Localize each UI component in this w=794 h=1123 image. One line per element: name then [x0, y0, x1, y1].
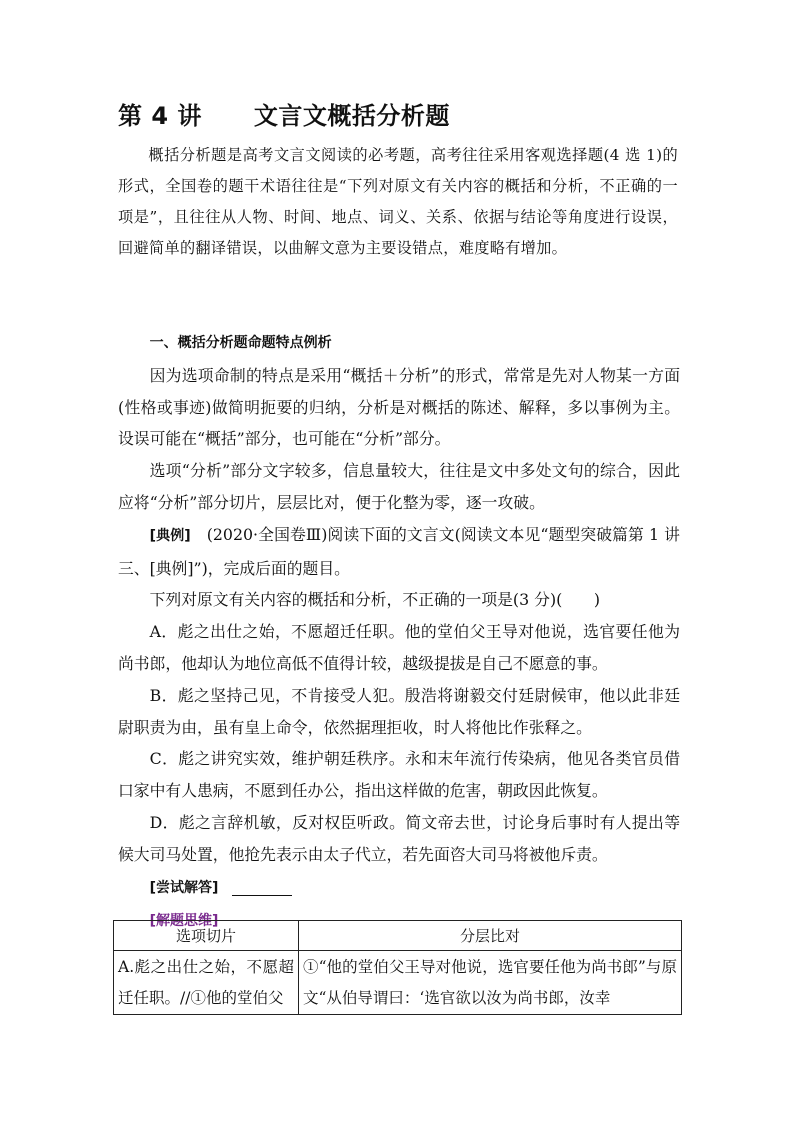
section-heading: 一、概括分析题命题特点例析	[149, 335, 332, 351]
table-cell-compare: ①“他的堂伯父王导对他说，选官要任他为尚书郎”与原文“从伯导谓曰：‘选官欲以汝为尚书郎，汝幸	[299, 951, 682, 1015]
example-intro	[118, 519, 680, 585]
option-b: B．彪之坚持己见，不肯接受人犯。殷浩将谢毅交付廷尉候审，他以此非廷尉职责为由，虽有皇上命令，依然据理拒收，时人将他比作张释之。	[118, 685, 680, 737]
table-cell-slice: A.彪之出仕之始，不愿超迁任职。//①他的堂伯父	[114, 951, 299, 1015]
example-text: (2020·全国卷Ⅲ)阅读下面的文言文(阅读文本见“题型突破篇第 1 讲三、[典例]”)，完成后面的题目。	[118, 524, 680, 578]
intro-paragraph: 概括分析题是高考文言文阅读的必考题，高考往往采用客观选择题(4 选 1)的形式，全国卷的题干术语往往是“下列对原文有关内容的概括和分析，不正确的一项是”，且往往从人物、时间、地点、词义、关系、依据与结论等角度进行设误，回避简单的翻译错误，以曲解文意为主要设错点，难度略有增加。	[118, 146, 678, 257]
option-a: A．彪之出仕之始，不愿超迁任职。他的堂伯父王导对他说，选官要任他为尚书郎，他却认为地位高低不值得计较，越级提拔是自己不愿意的事。	[118, 622, 680, 673]
main-content	[118, 326, 680, 938]
option-d: D．彪之言辞机敏，反对权臣听政。简文帝去世，讨论身后事时有人提出等候大司马处置，他抢先表示由太子代立，若先面咨大司马将被他斥责。	[118, 812, 680, 864]
try-answer-line	[118, 871, 680, 905]
table-header-compare: 分层比对	[299, 921, 682, 951]
example-label: [典例]	[149, 527, 191, 544]
thinking-label: [解题思维]	[149, 913, 219, 930]
table-header-slice: 选项切片	[114, 921, 299, 951]
page-title	[118, 96, 450, 131]
table-row	[114, 951, 682, 1015]
lesson-number: 第 4 讲	[118, 102, 202, 130]
try-answer-label: [尝试解答]	[149, 879, 219, 896]
option-c: C．彪之讲究实效，维护朝廷秩序。永和末年流行传染病，他见各类官员借口家中有人患病，不愿到任办公，指出这样做的危害，朝政因此恢复。	[118, 749, 680, 801]
analysis-table	[113, 920, 682, 1015]
example-question: 下列对原文有关内容的概括和分析，不正确的一项是(3 分)( )	[149, 590, 601, 610]
table-header-row	[114, 921, 682, 951]
lesson-name: 文言文概括分析题	[253, 102, 450, 130]
section-paragraph-2: 选项“分析”部分文字较多，信息量较大，往往是文中多处文句的综合，因此应将“分析”部分切片，层层比对，便于化整为零，逐一攻破。	[118, 461, 680, 512]
section-paragraph-1: 因为选项命制的特点是采用“概括＋分析”的形式，常常是先对人物某一方面(性格或事迹)做简明扼要的归纳，分析是对概括的陈述、解释，多以事例为主。设误可能在“概括”部分，也可能在“分析”部分。	[118, 365, 680, 449]
answer-blank[interactable]	[232, 877, 292, 896]
